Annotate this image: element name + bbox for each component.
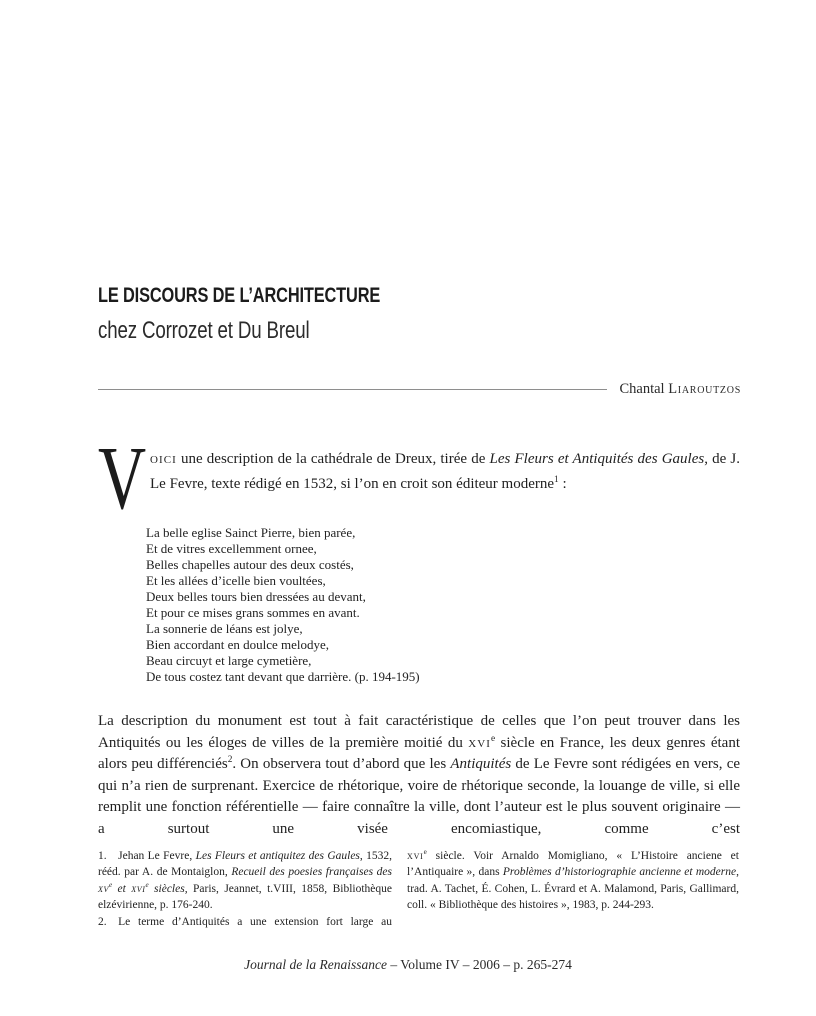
footnote-2: [98, 914, 392, 930]
text-run: xvi: [468, 734, 491, 751]
footnote-column-left: [98, 848, 392, 930]
poem-line: Et de vitres excellemment ornee,: [146, 541, 317, 556]
poem-line: Et les allées d’icelle bien voultées,: [146, 573, 326, 588]
dropcap-letter: V: [98, 429, 147, 528]
text-run: de Le Fevre sont rédigées en vers, ce qui n’a rien de surprenant. Exercice de rhétorique, voire de rhétorique seconde, la louange de ville, si elle remplit une fonction référentielle — faire connaître la ville, dont l’auteur est le plus souvent originaire — a surtout une visée encomiastique, comme c’est: [98, 756, 741, 837]
poem-line: La sonnerie de léans est jolye,: [146, 621, 303, 636]
intro-text: [98, 447, 740, 497]
footnote-2-continuation: [407, 848, 739, 914]
intro-paragraph: [98, 429, 741, 528]
text-run: xvi: [131, 882, 146, 895]
text-run: :: [558, 476, 567, 492]
text-run: – Volume IV – 2006 – p. 265-274: [386, 957, 572, 972]
byline-rule: [98, 389, 607, 390]
text-run: Les Fleurs et Antiquités des Gaules: [489, 451, 705, 467]
text-run: 2: [227, 755, 233, 766]
text-run: La description du monument est tout à fait caractéristique de celles que l’on peut trouver dans les Antiquités ou les éloges de villes de la première moitié du: [98, 713, 740, 751]
text-run: Problèmes d’historiographie ancienne et moderne: [502, 866, 737, 879]
poem-line: Deux belles tours bien dressées au devant,: [146, 589, 366, 604]
article-header: [98, 285, 758, 343]
poem-line: Belles chapelles autour des deux costés,: [146, 557, 354, 572]
poem-line: Beau circuyt et large cymetière,: [146, 653, 312, 668]
text-run: siècles,: [148, 882, 188, 895]
author-name: [619, 381, 741, 398]
text-run: siècle en France, les deux genres étant alors peu différenciés: [98, 734, 740, 773]
text-run: 2. Le terme d’Antiquités a une extension fort large au: [98, 915, 392, 928]
text-run: e: [423, 848, 427, 857]
poem-line: Et pour ce mises grans sommes en avant.: [146, 605, 360, 620]
footnotes-section: [98, 848, 739, 930]
text-run: e: [108, 880, 113, 889]
text-run: 1. Jehan Le Fevre,: [98, 850, 196, 862]
text-run: , 1532, rééd. par A. de Montaiglon,: [98, 850, 393, 879]
text-run: e: [490, 733, 496, 744]
text-run: 1: [554, 475, 559, 485]
author-first-name: Chantal: [619, 380, 669, 397]
poem-line: De tous costez tant devant que darrière. (p. 194-195): [146, 669, 420, 684]
text-run: Antiquités: [450, 756, 512, 773]
footnote-column-right: [407, 848, 739, 930]
article-title: LE DISCOURS DE L’ARCHITECTURE: [98, 284, 381, 307]
footnote-1: [98, 848, 392, 914]
text-run: e: [145, 880, 149, 889]
verse-quotation: [146, 525, 616, 685]
article-subtitle: chez Corrozet et Du Breul: [98, 317, 310, 344]
text-run: xvi: [407, 850, 424, 862]
body-paragraph: [98, 711, 740, 841]
byline: [98, 379, 741, 399]
text-run: , de J. Le Fevre, texte rédigé en 1532, si l’on en croit son éditeur moderne: [150, 451, 741, 492]
journal-footer-line: [0, 957, 816, 973]
text-run: xv: [98, 882, 109, 895]
text-run: une description de la cathédrale de Dreux, tirée de: [176, 451, 490, 467]
text-run: Recueil des poesies françaises des: [231, 866, 392, 879]
text-run: oici: [150, 451, 177, 467]
author-last-name: Liaroutzos: [668, 380, 741, 397]
text-run: Paris, Jeannet, t.VIII, 1858, Bibliothèque elzévirienne, p. 176-240.: [98, 882, 392, 912]
text-run: et: [112, 882, 132, 895]
text-run: siècle. Voir Arnaldo Momigliano, « L’Histoire anciene et l’Antiquaire », dans: [407, 850, 739, 879]
text-run: Les Fleurs et antiquitez des Gaules: [195, 850, 360, 862]
text-run: , trad. A. Tachet, É. Cohen, L. Évrard et A. Malamond, Paris, Gallimard, coll. « Bibliothèque des histoires », 1983, p. 244-293.: [407, 866, 739, 912]
text-run: Journal de la Renaissance: [244, 957, 387, 972]
poem-line: Bien accordant en doulce melodye,: [146, 637, 330, 652]
text-run: . On observera tout d’abord que les: [232, 756, 451, 773]
poem-line: La belle eglise Sainct Pierre, bien parée,: [146, 525, 356, 540]
